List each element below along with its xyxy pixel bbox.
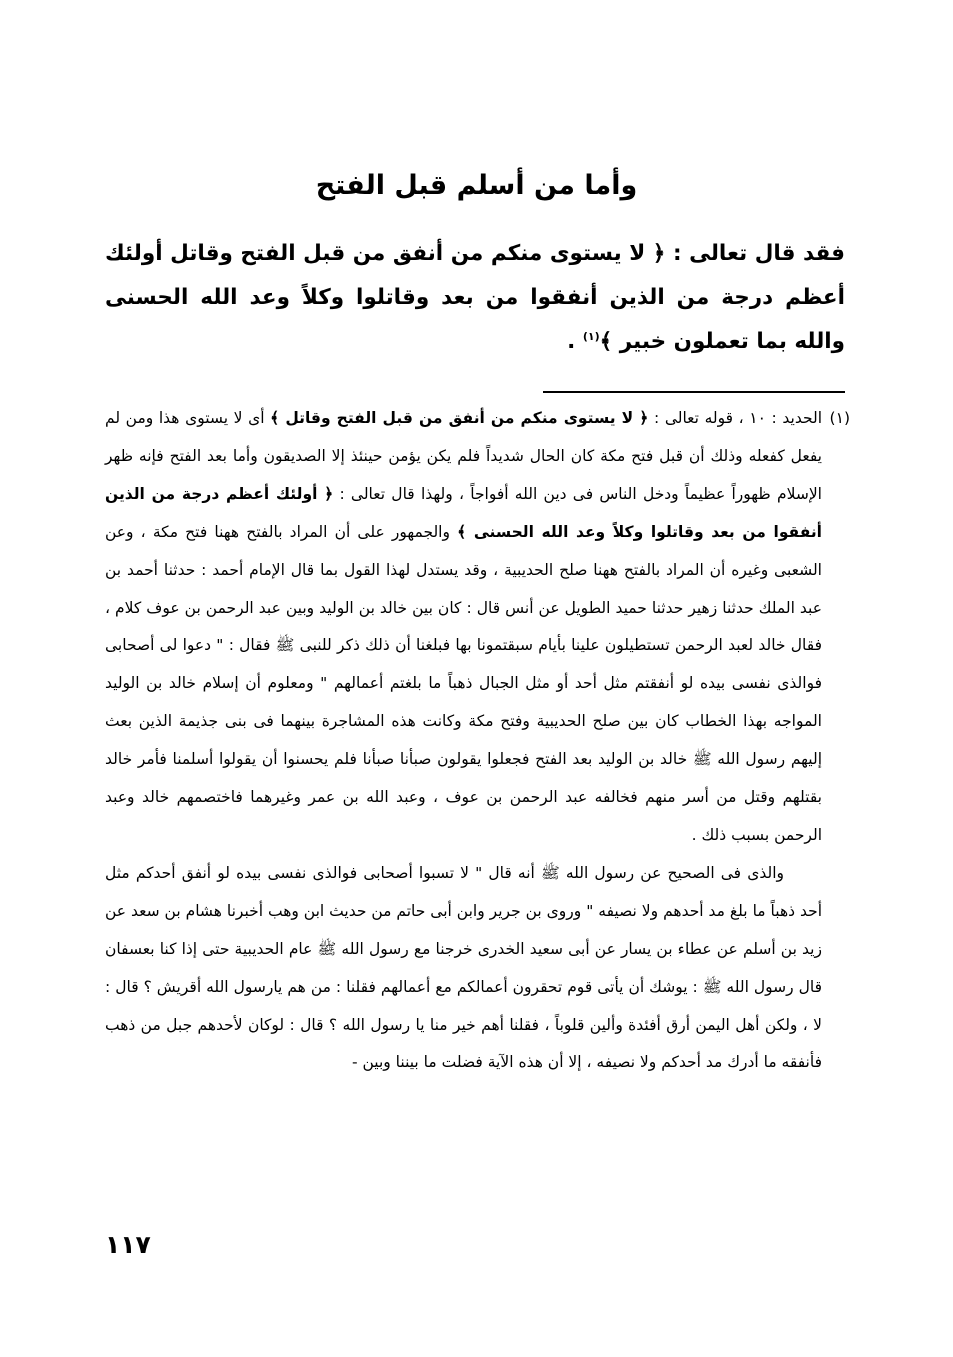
footnote-1-quote2: ﴿ أولئك أعظم درجة من الذين أنفقوا من بعد وقاتلوا وكلاً وعد الله الحسنى ﴾ [105,484,822,541]
section-title: وأما من أسلم قبل الفتح [315,170,638,201]
footnote-reference: (١) [582,329,600,343]
main-intro: فقد قال تعالى : [672,241,845,266]
footnotes-section [105,400,850,1082]
page-number: ١١٧ [105,1230,151,1259]
footnote-1-part1: الحديد : ١٠ ، قوله تعالى : [653,409,823,427]
main-end: . [567,329,576,354]
main-paragraph [105,232,845,364]
footnote-1-part3: والجمهور على أن المراد بالفتح ههنا فتح مكة ، وعن الشعبى وغيره أن المراد بالفتح ههنا صلح الحديبية ، وقد يستدل لهذا القول بما قال الإمام أحمد : حدثنا أحمد بن عبد الملك حدثنا زهير حدثنا حميد الطويل عن أنس قال : كان بين خالد بن الوليد وبين عبد الرحمن بن عوف كلام ، فقال خالد لعبد الرحمن تستطيلون علينا بأيام سبقتمونا بها فبلغنا أن ذلك ذكر للنبى ﷺ فقال : " دعوا لى أصحابى فوالذى نفسى بيده لو أنفقتم مثل أحد أو مثل الجبال ذهباً ما بلغتم أعمالهم " ومعلوم أن إسلام خالد بن الوليد المواجه بهذا الخطاب كان بين صلح الحديبية وفتح مكة وكانت هذه المشاجرة بينهما فى بنى جذيمة الذين بعث إليهم رسول الله ﷺ خالد بن الوليد بعد الفتح فجعلوا يقولون صبأنا صبأنا فلم يحسنوا أن يقولوا أسلمنا فأمر خالد بقتلهم وقتل من أسر منهم فخالفه عبد الرحمن بن عوف ، وعبد الله بن عمر وغيرهما فاختصمهم خالد وعبد الرحمن بسبب ذلك . [105,522,822,844]
quran-verse: ﴿ لا يستوى منكم من أنفق من قبل الفتح وقاتل أولئك أعظم درجة من الذين أنفقوا من بعد وقاتلوا وكلاً وعد الله الحسنى والله بما تعملون خبير ﴾ [105,241,845,354]
footnote-separator [543,391,845,393]
footnote-continuation: والذى فى الصحيح عن رسول الله ﷺ أنه قال " لا تسبوا أصحابى فوالذى نفسى بيده لو أنفق أحدكم مثل أحد ذهباً ما بلغ مد أحدهم ولا نصيفه " وروى بن جرير وابن أبى حاتم من حديث ابن وهب أخبرنا هشام بن سعد عن زيد بن أسلم عن عطاء بن يسار عن أبى سعيد الخدرى خرجنا مع رسول الله ﷺ عام الحديبية حتى إذا كنا بعسفان قال رسول الله ﷺ : يوشك أن يأتى قوم تحقرون أعمالكم مع أعمالهم فقلنا : من هم يارسول الله أقريش ؟ قال : لا ، ولكن أهل اليمن أرق أفئدة وألين قلوباً ، فقلنا أهم خير منا يا رسول الله ؟ قال : لوكان لأحدهم جبل من ذهب فأنفقه ما أدرك مد أحدكم ولا نصيفه ، إلا أن هذه الآية فضلت ما بيننا وبين - [105,863,822,1072]
footnote-number: (١) [829,409,850,427]
footnote-1 [105,400,850,855]
footnote-1-quote1: ﴿ لا يستوى منكم من أنفق من قبل الفتح وقاتل ﴾ [270,409,649,427]
footnote-1-part2: أى لا يستوى هذا ومن لم يفعل كفعله وذلك أن قبل فتح مكة كان الحال شديداً فلم يكن يؤمن حينئذ إلا الصديقون وأما بعد الفتح فإنه ظهر الإسلام ظهوراً عظيماً ودخل الناس فى دين الله أفواجاً ، ولهذا قال تعالى : [105,409,822,503]
